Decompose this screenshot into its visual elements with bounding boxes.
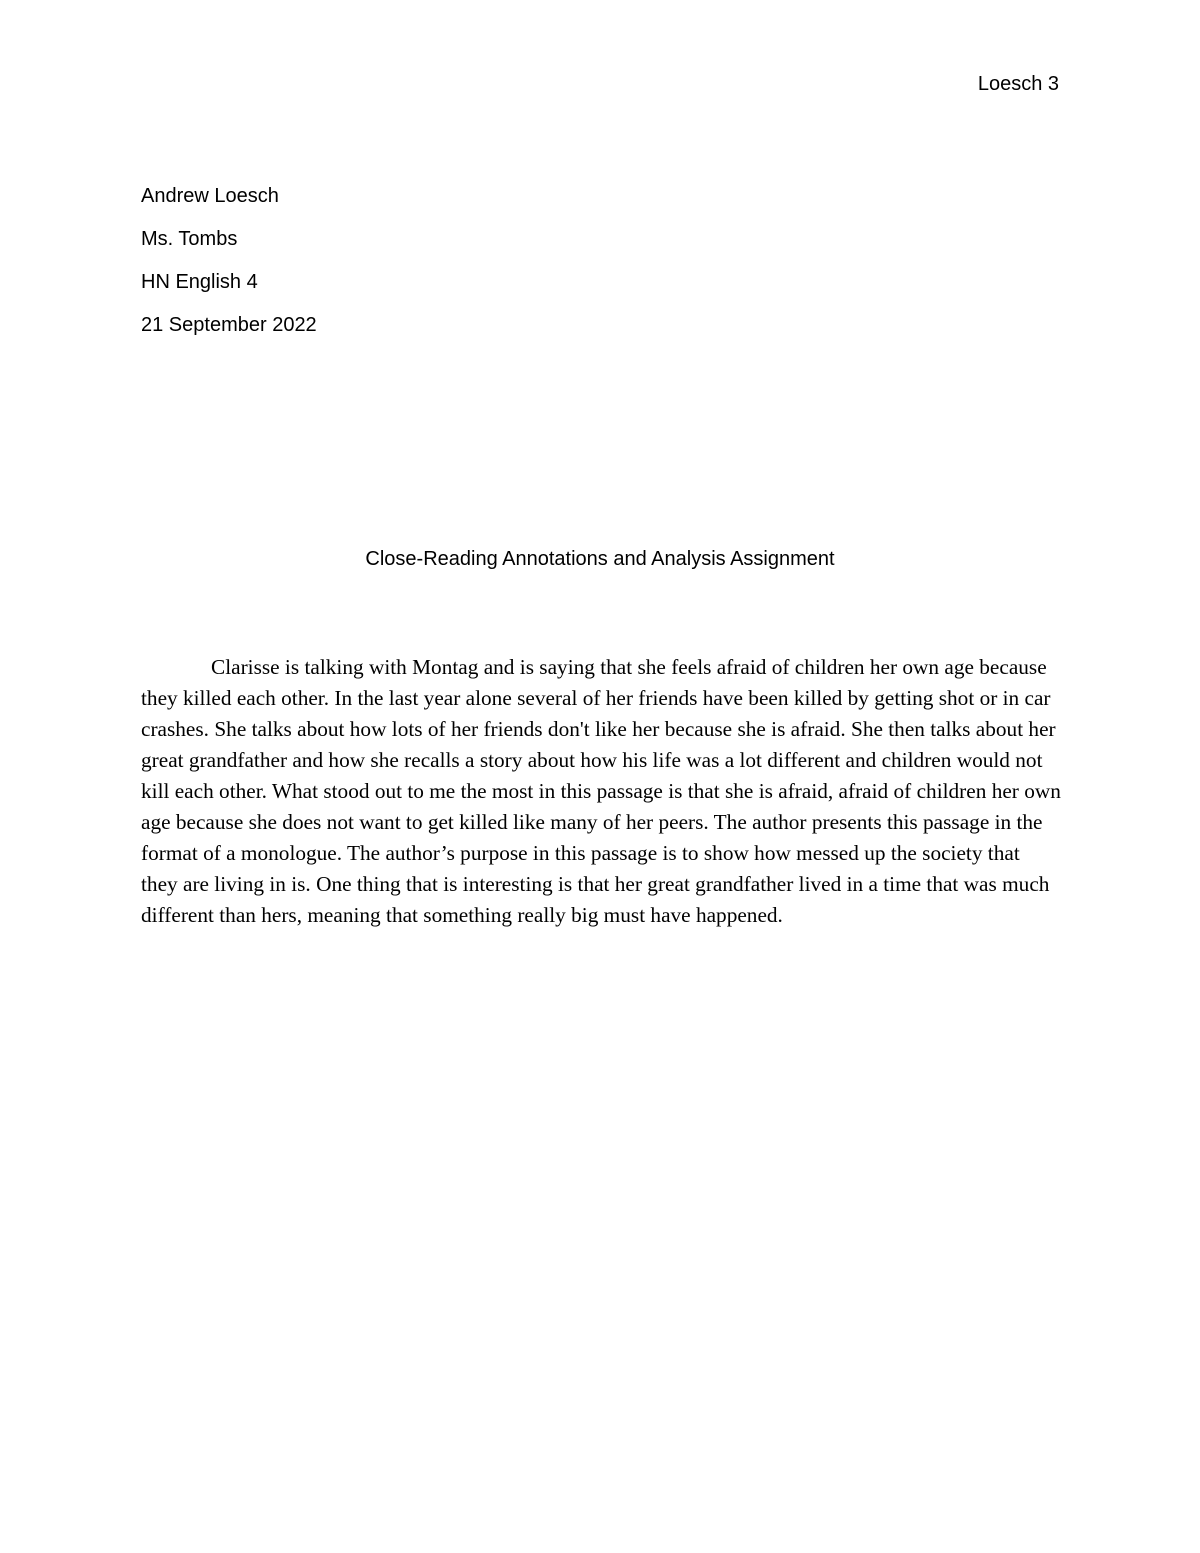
body-paragraph: Clarisse is talking with Montag and is saying that she feels afraid of children her own age because they killed each other. In the last year alone several of her friends have been killed by getting shot or in car crashes. She talks about how lots of her friends don't like her because she is afraid. She then talks about her great grandfather and how she recalls a story about how his life was a lot different and children would not kill each other. What stood out to me the most in this passage is that she is afraid, afraid of children her own age because she does not want to get killed like many of her peers. The author presents this passage in the format of a monologue. The author’s purpose in this passage is to show how messed up the society that they are living in is. One thing that is interesting is that her great grandfather lived in a time that was much different than hers, meaning that something really big must have happened. — [141, 655, 1061, 927]
running-head: Loesch 3 — [977, 73, 1059, 95]
teacher-name: Ms. Tombs — [141, 228, 238, 250]
document-title: Close-Reading Annotations and Analysis Assignment — [365, 548, 835, 570]
course-name: HN English 4 — [141, 271, 258, 293]
mla-heading — [141, 184, 317, 356]
document-date: 21 September 2022 — [141, 314, 317, 336]
student-name: Andrew Loesch — [141, 185, 279, 207]
